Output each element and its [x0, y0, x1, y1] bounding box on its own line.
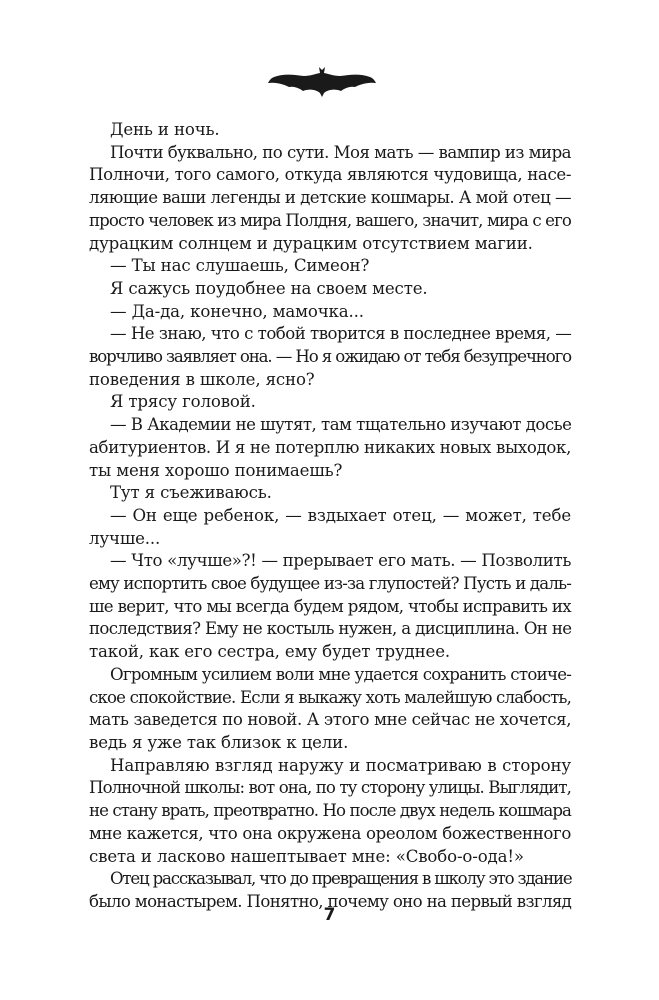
text-line: ворчливо заявляет она. — Но я ожидаю от тебя безупречного: [89, 347, 571, 367]
text-line: Я сажусь поудобнее на своем месте.: [110, 278, 428, 298]
text-line: Отец рассказывал, что до превращения в школу это здание: [110, 869, 572, 889]
text-line: света и ласково нашептывает мне: «Свобо-о-ода!»: [89, 846, 524, 866]
text-line: — Он еще ребенок, — вздыхает отец, — может, тебе: [110, 505, 571, 525]
text-line: — Да-да, конечно, мамочка...: [110, 301, 364, 321]
text-line: ты меня хорошо понимаешь?: [89, 460, 343, 480]
page-number: 7: [323, 905, 336, 925]
text-line: ведь я уже так близок к цели.: [89, 732, 349, 752]
text-line: Направляю взгляд наружу и посматриваю в сторону: [110, 755, 571, 775]
text-line: ляющие ваши легенды и детские кошмары. А мой отец —: [89, 188, 571, 208]
text-line: ему испортить свое будущее из-за глупостей? Пусть и даль-: [89, 574, 571, 594]
text-line: было монастырем. Понятно, почему оно на первый взгляд: [89, 891, 572, 911]
text-line: лучше...: [89, 528, 161, 548]
text-line: Я трясу головой.: [110, 392, 256, 412]
text-line: — Что «лучше»?! — прерывает его мать. — Позволить: [110, 551, 572, 571]
text-line: просто человек из мира Полдня, вашего, значит, мира с его: [89, 210, 571, 230]
text-line: мне кажется, что она окружена ореолом божественного: [89, 823, 571, 843]
text-line: последствия? Ему не костыль нужен, а дисциплина. Он не: [89, 619, 572, 639]
text-line: Тут я съеживаюсь.: [110, 483, 272, 503]
text-line: Полночной школы: вот она, по ту сторону улицы. Выглядит,: [89, 778, 572, 798]
text-line: Полночи, того самого, откуда являются чудовища, насе-: [89, 165, 572, 185]
text-line: День и ночь.: [110, 120, 220, 139]
text-line: абитуриентов. И я не потерплю никаких новых выходок,: [89, 437, 571, 457]
text-line: не стану врать, преотвратно. Но после двух недель кошмара: [89, 801, 571, 821]
text-line: — В Академии не шутят, там тщательно изучают досье: [110, 415, 572, 435]
bat-icon: [268, 64, 376, 98]
text-line: ское спокойствие. Если я выкажу хоть малейшую слабость,: [89, 687, 572, 707]
text-line: — Не знаю, что с тобой творится в последнее время, —: [110, 324, 572, 344]
text-line: мать заведется по новой. А этого мне сейчас не хочется,: [89, 710, 572, 730]
text-line: Почти буквально, по сути. Моя мать — вампир из мира: [110, 142, 571, 162]
text-line: дурацким солнцем и дурацким отсутствием магии.: [89, 233, 533, 253]
text-line: поведения в школе, ясно?: [89, 369, 315, 389]
text-line: такой, как его сестра, ему будет труднее.: [89, 642, 451, 662]
text-line: ше верит, что мы всегда будем рядом, чтобы исправить их: [89, 596, 571, 616]
body-text: [89, 119, 571, 914]
text-line: — Ты нас слушаешь, Симеон?: [110, 256, 370, 276]
text-line: Огромным усилием воли мне удается сохранить стоиче-: [110, 664, 572, 684]
